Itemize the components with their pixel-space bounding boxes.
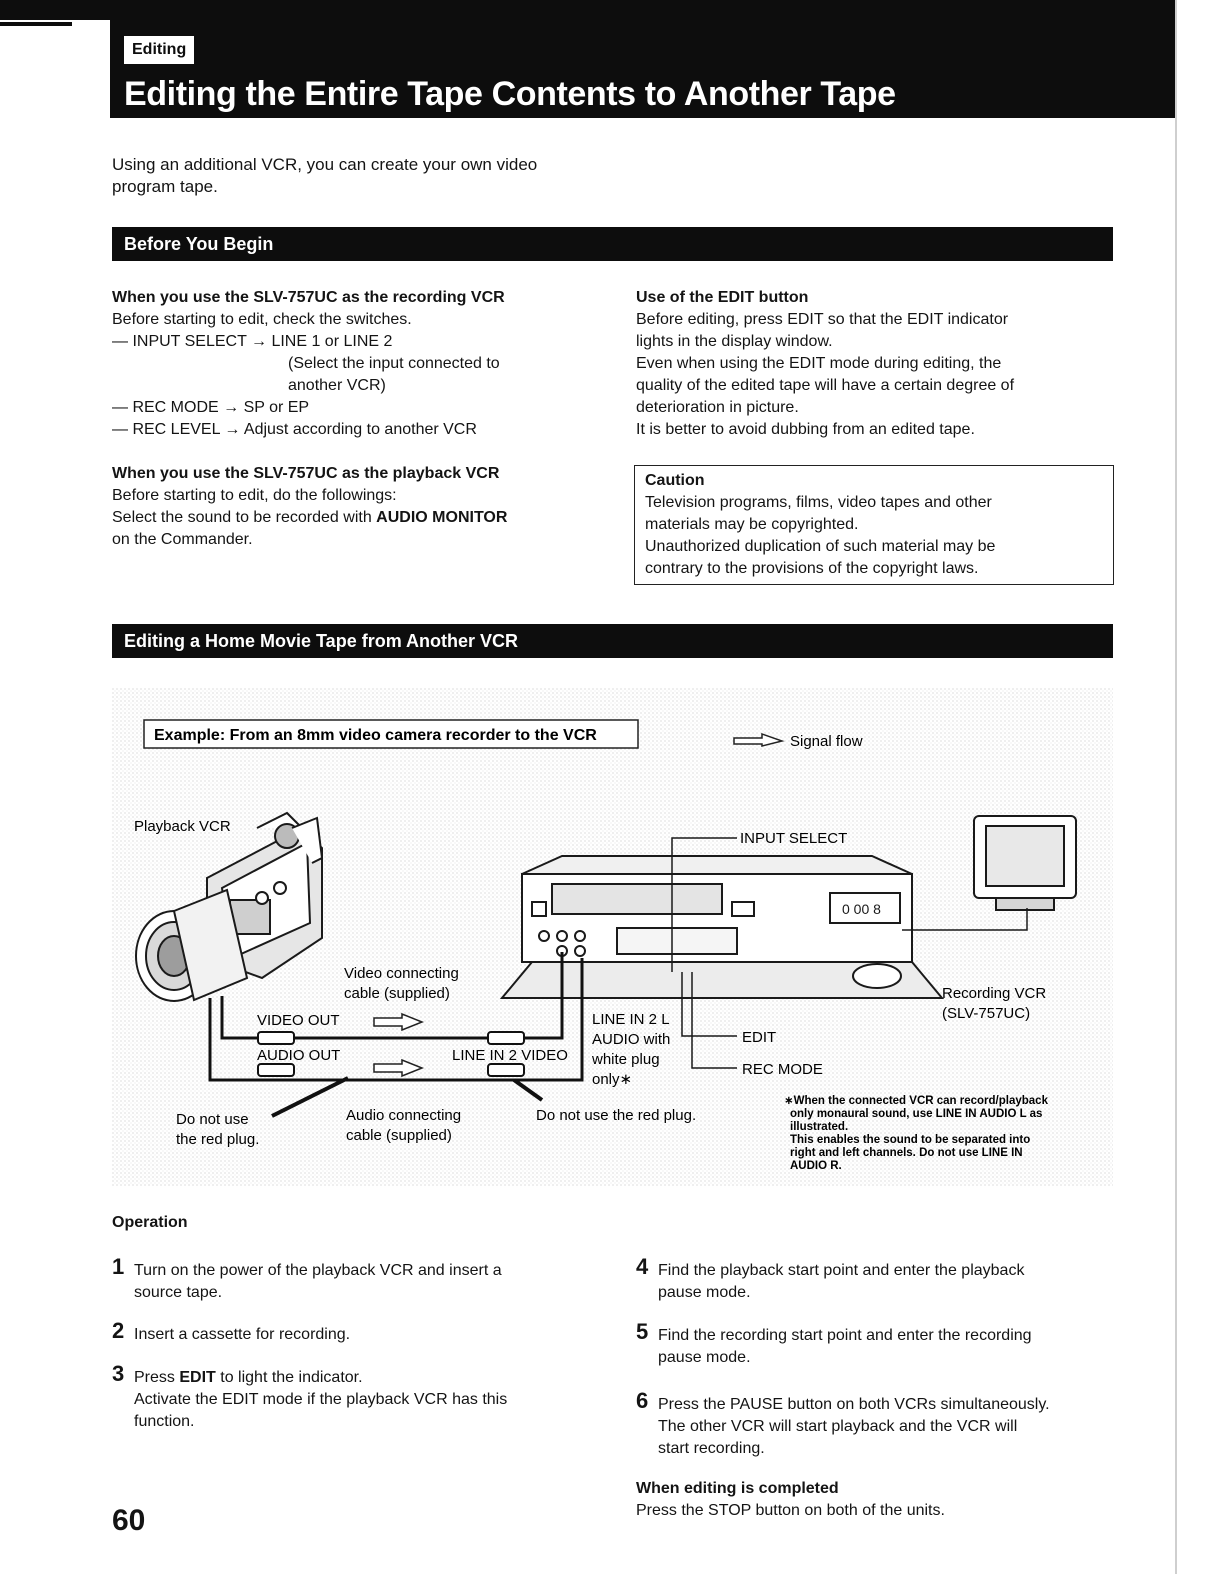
step-item xyxy=(636,1254,1116,1308)
audio-out-label: AUDIO OUT xyxy=(257,1047,341,1064)
audio-cable-label: Audio connecting xyxy=(346,1107,462,1124)
text-line: Insert a cassette for recording. xyxy=(134,1326,351,1343)
operation-title: Operation xyxy=(112,1214,188,1231)
video-cable-label: Video connecting xyxy=(344,965,459,982)
step-item xyxy=(112,1254,592,1308)
recording-vcr-label: (SLV-757UC) xyxy=(942,1005,1031,1022)
text-line: — REC MODE → SP or EP xyxy=(112,399,310,416)
line-in-audio-label: AUDIO with xyxy=(592,1031,671,1048)
bold-term: EDIT xyxy=(179,1369,216,1386)
text-line: Even when using the EDIT mode during editing, the xyxy=(636,355,1002,372)
text-line: Find the playback start point and enter the playback xyxy=(658,1262,1025,1279)
text-line: — INPUT SELECT → LINE 1 or LINE 2 xyxy=(112,333,393,350)
block-title: When you use the SLV-757UC as the recording VCR xyxy=(112,289,505,306)
step-number: 2 xyxy=(112,1318,125,1343)
recording-vcr-block xyxy=(112,287,612,441)
text-line: It is better to avoid dubbing from an edited tape. xyxy=(636,421,975,438)
text-line: Turn on the power of the playback VCR and insert a xyxy=(134,1262,502,1279)
text-line: pause mode. xyxy=(658,1284,751,1301)
step-number: 6 xyxy=(636,1388,649,1413)
edit-label: EDIT xyxy=(742,1029,777,1046)
completion-block xyxy=(636,1478,1116,1522)
step-number: 4 xyxy=(636,1254,649,1279)
header-bar-corner xyxy=(0,0,110,20)
text-span: to light the indicator. xyxy=(215,1369,363,1386)
intro-line: Using an additional VCR, you can create your own video xyxy=(112,155,538,174)
text-line: Unauthorized duplication of such material may be xyxy=(645,538,996,555)
connection-diagram xyxy=(112,688,1113,1186)
step-number: 3 xyxy=(112,1361,125,1386)
line-in-audio-label: only∗ xyxy=(592,1071,633,1088)
text-line: another VCR) xyxy=(288,377,386,394)
text-line: — REC LEVEL → Adjust according to another VCR xyxy=(112,421,477,438)
text-line: lights in the display window. xyxy=(636,333,833,350)
playback-vcr-label: Playback VCR xyxy=(134,818,231,835)
video-out-label: VIDEO OUT xyxy=(257,1012,340,1029)
step-text xyxy=(658,1260,1024,1304)
audio-cable-label: cable (supplied) xyxy=(346,1127,452,1144)
no-red-plug-label: Do not use xyxy=(176,1111,249,1128)
step-text xyxy=(658,1394,1050,1460)
vcr-icon xyxy=(502,856,942,998)
text-line: contrary to the provisions of the copyright laws. xyxy=(645,560,979,577)
text-line: start recording. xyxy=(658,1440,765,1457)
block-title: When editing is completed xyxy=(636,1480,839,1497)
no-red-plug-label: Do not use the red plug. xyxy=(536,1107,697,1124)
page-edge xyxy=(1175,0,1177,1574)
step-text xyxy=(134,1367,507,1433)
rec-mode-label: REC MODE xyxy=(742,1061,823,1078)
section-heading-bar xyxy=(112,624,1113,658)
intro-line: program tape. xyxy=(112,177,218,196)
line-in-audio-label: white plug xyxy=(592,1051,660,1068)
block-title: Use of the EDIT button xyxy=(636,289,809,306)
crop-mark xyxy=(0,22,72,26)
caution-title: Caution xyxy=(645,472,705,489)
step-text xyxy=(134,1324,350,1346)
step-item xyxy=(636,1319,1116,1373)
text-line: Before editing, press EDIT so that the EDIT indicator xyxy=(636,311,1009,328)
input-select-label: INPUT SELECT xyxy=(740,830,848,847)
playback-vcr-block xyxy=(112,463,612,551)
example-label: Example: From an 8mm video camera recorder to the VCR xyxy=(154,727,597,744)
diagram-note: only monaural sound, use LINE IN AUDIO L as xyxy=(790,1108,1043,1120)
line-in-video-label: LINE IN 2 VIDEO xyxy=(452,1047,568,1064)
text-line: Before starting to edit, check the switches. xyxy=(112,311,412,328)
bold-term: AUDIO MONITOR xyxy=(376,509,508,526)
text-line: Press the PAUSE button on both VCRs simultaneously. xyxy=(658,1396,1050,1413)
step-number: 5 xyxy=(636,1319,649,1344)
text-line: deterioration in picture. xyxy=(636,399,799,416)
text-span: Select the sound to be recorded with xyxy=(112,509,377,526)
text-line: function. xyxy=(134,1413,195,1430)
chapter-tag: Editing xyxy=(124,36,194,64)
text-line: source tape. xyxy=(134,1284,223,1301)
block-title: When you use the SLV-757UC as the playback VCR xyxy=(112,465,500,482)
text-line: on the Commander. xyxy=(112,531,253,548)
text-line: Before starting to edit, do the followings: xyxy=(112,487,397,504)
section-heading: Before You Begin xyxy=(124,234,274,254)
edit-button-block xyxy=(636,287,1106,441)
step-item xyxy=(636,1388,1116,1464)
recording-vcr-label: Recording VCR xyxy=(942,985,1047,1002)
caution-box xyxy=(634,465,1114,585)
diagram-note: This enables the sound to be separated into xyxy=(790,1134,1031,1146)
text-line: Find the recording start point and enter the recording xyxy=(658,1327,1032,1344)
text-line: pause mode. xyxy=(658,1349,751,1366)
text-line: Activate the EDIT mode if the playback VCR has this xyxy=(134,1391,508,1408)
no-red-plug-label: the red plug. xyxy=(176,1131,260,1148)
text-line: Press the STOP button on both of the units. xyxy=(636,1502,945,1519)
text-line: materials may be copyrighted. xyxy=(645,516,859,533)
diagram-note: illustrated. xyxy=(790,1121,849,1133)
diagram-note: ∗When the connected VCR can record/playback xyxy=(784,1095,1048,1107)
text-line xyxy=(134,1367,507,1389)
diagram-note: AUDIO R. xyxy=(790,1160,842,1172)
text-line: Television programs, films, video tapes and other xyxy=(645,494,992,511)
diagram-note: right and left channels. Do not use LINE IN xyxy=(790,1147,1023,1159)
vcr-display: 0 00 8 xyxy=(842,901,881,917)
page-title: Editing the Entire Tape Contents to Another Tape xyxy=(124,75,896,113)
intro-text xyxy=(112,154,592,198)
page-number: 60 xyxy=(112,1504,146,1537)
tv-icon xyxy=(974,816,1076,910)
line-in-audio-label: LINE IN 2 L xyxy=(592,1011,670,1028)
step-text xyxy=(134,1260,502,1304)
section-heading: Editing a Home Movie Tape from Another VCR xyxy=(124,631,519,651)
text-line xyxy=(112,507,612,529)
step-text xyxy=(658,1325,1032,1369)
signal-flow-label: Signal flow xyxy=(790,733,863,750)
step-number: 1 xyxy=(112,1254,125,1279)
step-item xyxy=(112,1318,592,1350)
text-line: quality of the edited tape will have a certain degree of xyxy=(636,377,1015,394)
text-line: (Select the input connected to xyxy=(288,355,500,372)
video-cable-label: cable (supplied) xyxy=(344,985,450,1002)
text-span: Press xyxy=(134,1369,180,1386)
step-item xyxy=(112,1361,592,1437)
text-line: The other VCR will start playback and the VCR will xyxy=(658,1418,1018,1435)
section-heading-bar xyxy=(112,227,1113,261)
